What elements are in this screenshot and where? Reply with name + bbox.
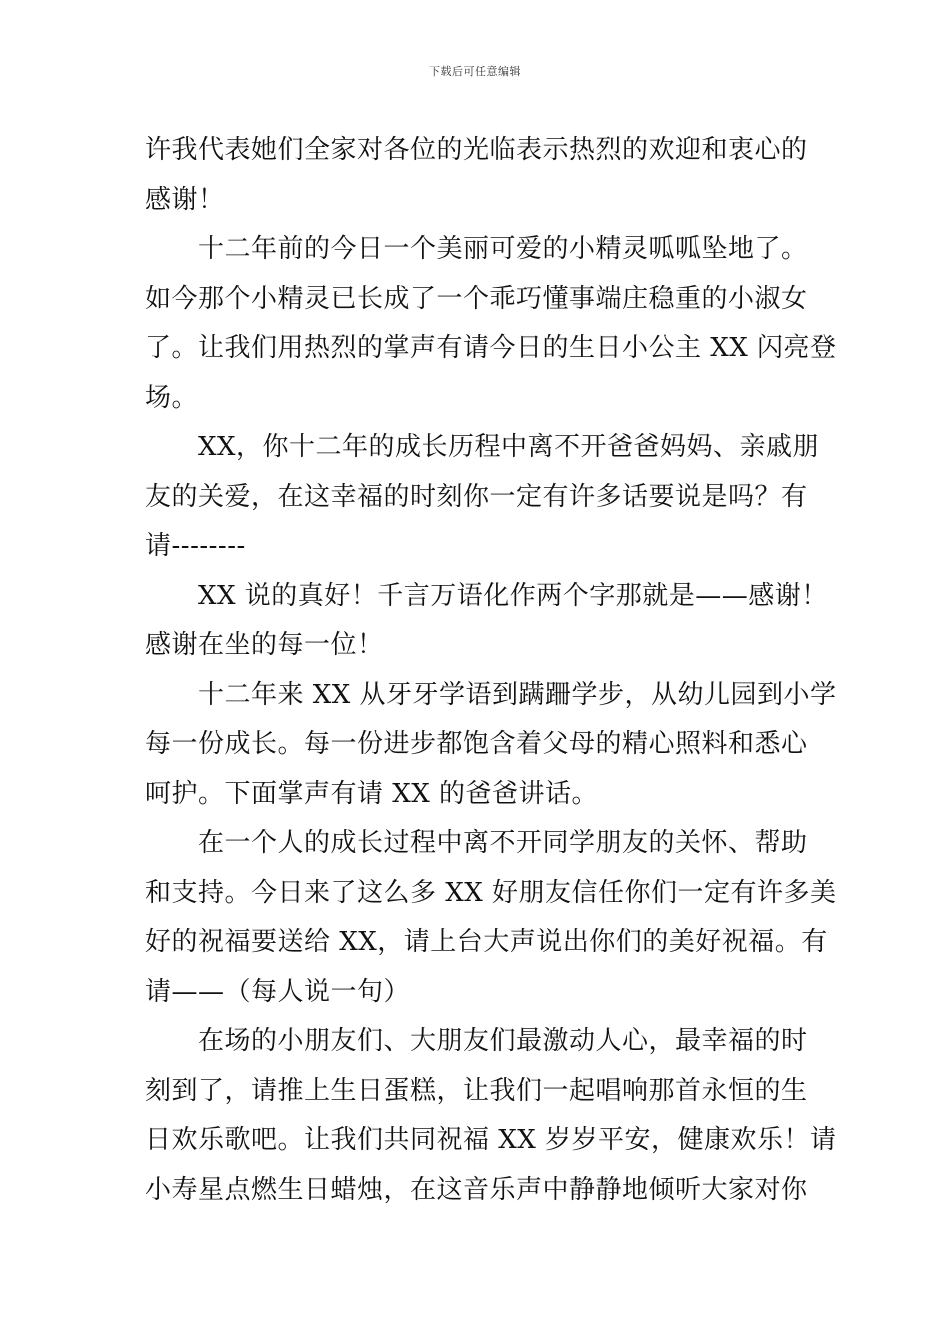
text-line: 小寿星点燃生日蜡烛，在这音乐声中静静地倾听大家对你 [145,1174,808,1205]
text-line: 十二年来 XX 从牙牙学语到蹒跚学步，从幼儿园到小学 [198,679,837,710]
text-line: 在场的小朋友们、大朋友们最激动人心，最幸福的时 [198,1026,808,1056]
text-line: 十二年前的今日一个美丽可爱的小精灵呱呱坠地了。 [198,234,808,264]
text-line: 和支持。今日来了这么多 XX 好朋友信任你们一定有许多美 [145,877,837,908]
page-header: 下载后可任意编辑 [429,65,521,78]
text-line: XX 说的真好！千言万语化作两个字那就是——感谢！ [198,580,828,611]
text-line: 请-------- [145,531,246,561]
text-line: 请——（每人说一句） [145,976,411,1007]
text-line: 呵护。下面掌声有请 XX 的爸爸讲话。 [145,778,599,809]
document-body [145,126,837,1215]
text-line: 好的祝福要送给 XX，请上台大声说出你们的美好祝福。有 [145,927,828,957]
text-line: 感谢！ [145,184,225,215]
text-line: 许我代表她们全家对各位的光临表示热烈的欢迎和衷心的 [145,135,808,165]
text-line: 如今那个小精灵已长成了一个乖巧懂事端庄稳重的小淑女 [145,283,808,314]
text-line: 场。 [145,382,199,413]
text-line: 在一个人的成长过程中离不开同学朋友的关怀、帮助 [198,828,808,858]
text-line: 感谢在坐的每一位！ [145,630,384,660]
text-line: 日欢乐歌吧。让我们共同祝福 XX 岁岁平安，健康欢乐！请 [145,1125,837,1155]
text-line: 刻到了，请推上生日蛋糕，让我们一起唱响那首永恒的生 [145,1075,808,1106]
text-line: 每一份成长。每一份进步都饱含着父母的精心照料和悉心 [145,729,808,759]
text-line: 友的关爱，在这幸福的时刻你一定有许多话要说是吗？有 [145,481,808,512]
text-line: XX，你十二年的成长历程中离不开爸爸妈妈、亲戚朋 [198,432,820,462]
text-line: 了。让我们用热烈的掌声有请今日的生日小公主 XX 闪亮登 [145,333,837,363]
